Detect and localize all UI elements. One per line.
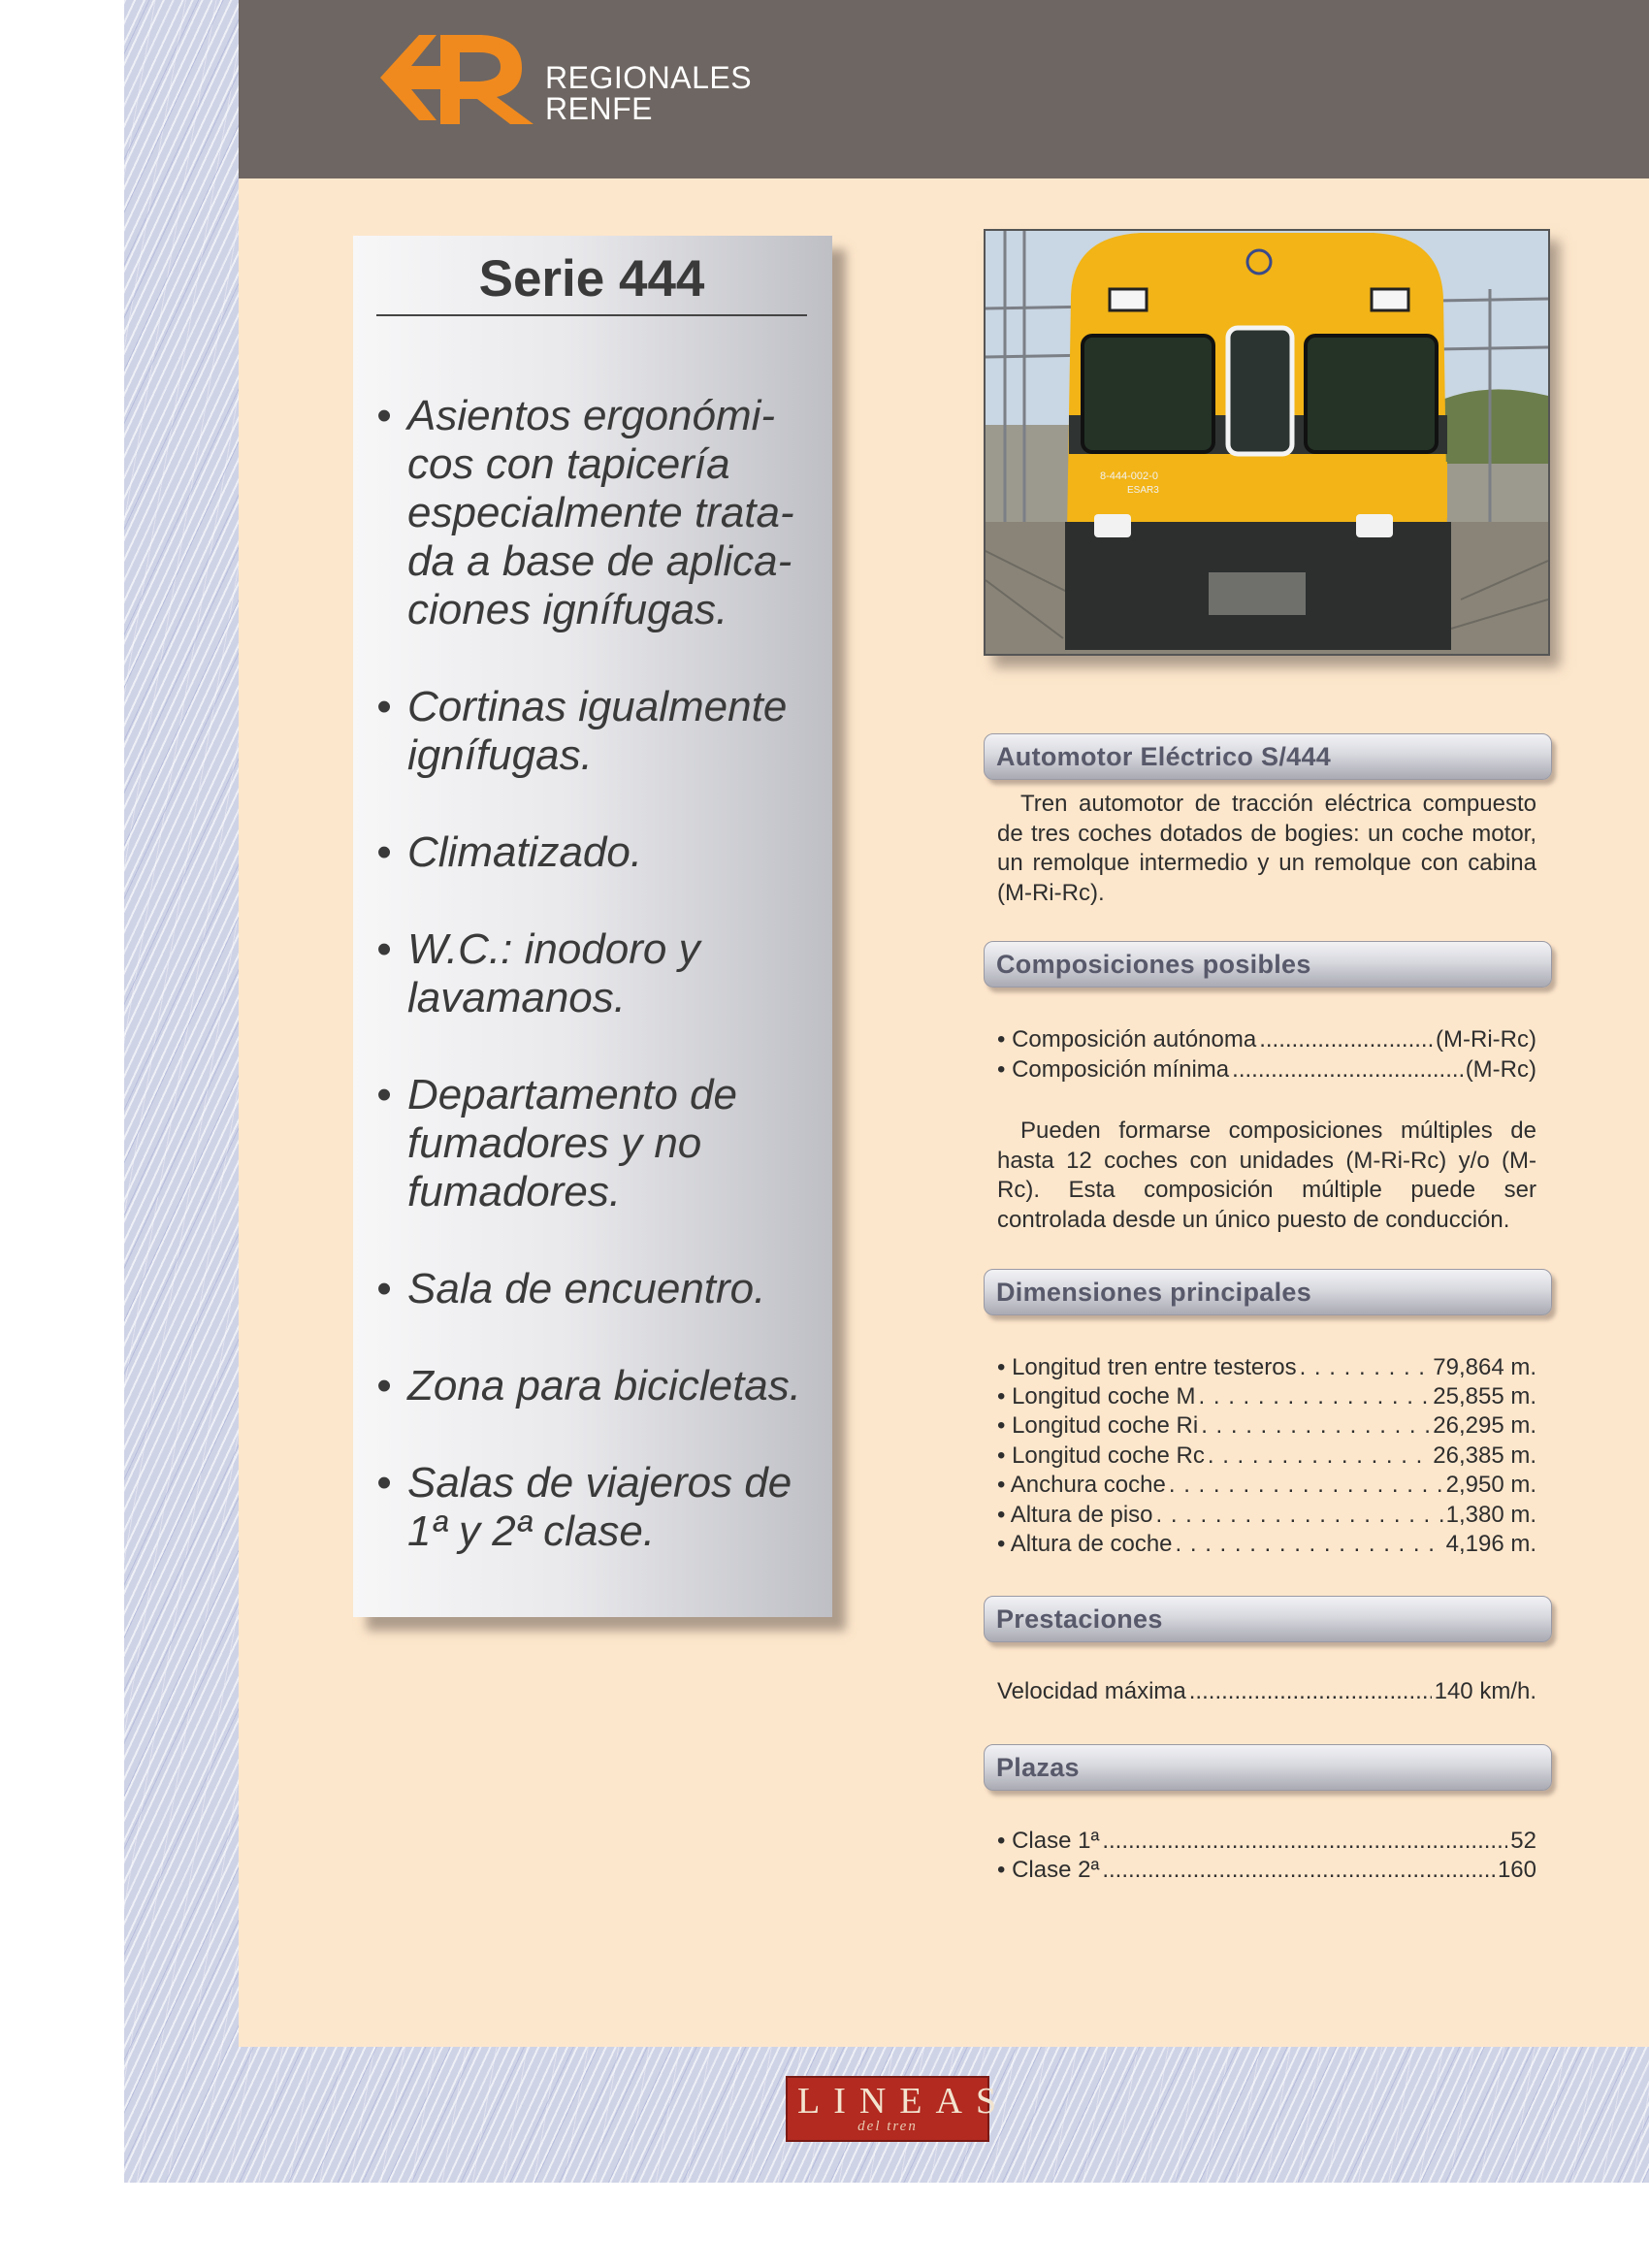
- title-underline: [376, 314, 807, 316]
- brand-line-1: REGIONALES: [545, 60, 753, 95]
- spec-value: 160: [1497, 1857, 1536, 1883]
- section-header-dimensiones: [984, 1269, 1552, 1315]
- spec-row: [997, 1678, 1536, 1707]
- feature-item: • Asientos ergonómi- cos con tapicería especialmente trata- da a base de aplica- ciones ignífugas.: [376, 392, 794, 633]
- feature-text: Departamento de fumadores y no fumadores.: [407, 1071, 737, 1215]
- unit-number-line-1: 8-444-002-0: [1100, 470, 1158, 482]
- feature-item: • W.C.: inodoro y lavamanos.: [376, 925, 700, 1021]
- feature-text: Cortinas igualmente ignífugas.: [407, 683, 788, 779]
- spec-label: • Clase 1ª: [997, 1828, 1100, 1854]
- feature-item: • Salas de viajeros de 1ª y 2ª clase.: [376, 1459, 792, 1555]
- spec-value: 26,295 m.: [1433, 1412, 1536, 1439]
- section-title: Automotor Eléctrico S/444: [996, 742, 1332, 771]
- lineas-logo-text: LINEAS: [797, 2081, 1011, 2122]
- spec-label: • Anchura coche: [997, 1472, 1166, 1498]
- feature-item: • Zona para bicicletas.: [376, 1362, 801, 1409]
- section-header-plazas: [984, 1744, 1552, 1791]
- spec-value: 140 km/h.: [1434, 1678, 1536, 1704]
- spec-row: [997, 1857, 1536, 1886]
- feature-item: • Climatizado.: [376, 828, 643, 876]
- feature-text: Sala de encuentro.: [407, 1265, 766, 1312]
- automotor-description: Tren automotor de tracción eléctrica compuesto de tres coches dotados de bogies: un coche motor, un remolque intermedio y un remolque con cabina (M-Ri-Rc).: [997, 791, 1536, 906]
- train-photo: [984, 229, 1550, 656]
- train-front-illustration: [986, 231, 1548, 654]
- feature-item: • Departamento de fumadores y no fumadores.: [376, 1071, 737, 1215]
- feature-item: • Cortinas igualmente ignífugas.: [376, 683, 788, 779]
- renfe-regionales-logo: [376, 27, 539, 128]
- spec-value: 2,950 m.: [1445, 1472, 1536, 1498]
- feature-list: [376, 392, 823, 1604]
- brand-name: [545, 62, 752, 124]
- spec-value: 26,385 m.: [1433, 1442, 1536, 1469]
- spec-label: • Composición autónoma: [997, 1026, 1257, 1053]
- spec-row: [997, 1412, 1536, 1442]
- spec-value: (M-Rc): [1465, 1056, 1536, 1083]
- spec-label: Velocidad máxima: [997, 1678, 1186, 1704]
- feature-item: • Sala de encuentro.: [376, 1265, 766, 1312]
- section-title: Plazas: [996, 1753, 1080, 1782]
- spec-row: [997, 1472, 1536, 1501]
- spec-row: [997, 1383, 1536, 1412]
- section-title: Composiciones posibles: [996, 950, 1311, 979]
- spec-row: [997, 1026, 1536, 1055]
- lineas-del-tren-logo: [786, 2076, 1011, 2142]
- spec-label: • Longitud coche Ri: [997, 1412, 1199, 1439]
- section-title: Prestaciones: [996, 1604, 1163, 1634]
- spec-value: 52: [1510, 1828, 1536, 1854]
- feature-text: Zona para bicicletas.: [407, 1362, 801, 1409]
- series-title: Serie 444: [478, 250, 705, 308]
- spec-row: [997, 1442, 1536, 1472]
- section-header-composiciones: [984, 941, 1552, 988]
- section-title: Dimensiones principales: [996, 1278, 1312, 1307]
- spec-value: 1,380 m.: [1445, 1502, 1536, 1528]
- spec-label: • Altura de piso: [997, 1502, 1153, 1528]
- feature-text: Asientos ergonómi- cos con tapicería especialmente trata- da a base de aplica- ciones ignífugas.: [407, 392, 794, 633]
- feature-text: W.C.: inodoro y lavamanos.: [407, 925, 700, 1021]
- feature-text: Salas de viajeros de 1ª y 2ª clase.: [407, 1459, 792, 1555]
- lineas-logo-subtext: del tren: [857, 2119, 918, 2134]
- spec-label: • Longitud coche Rc: [997, 1442, 1205, 1469]
- composiciones-description: Pueden formarse composiciones múltiples de hasta 12 coches con unidades (M-Ri-Rc) y/o (M-Rc). Esta composición múltiple puede ser controlada desde un único puesto de conducción.: [997, 1118, 1536, 1233]
- spec-label: • Composición mínima: [997, 1056, 1230, 1083]
- spec-row: [997, 1828, 1536, 1857]
- spec-value: 4,196 m.: [1445, 1531, 1536, 1557]
- unit-number-line-2: ESAR3: [1127, 485, 1159, 496]
- spec-label: • Longitud coche M: [997, 1383, 1196, 1409]
- spec-row: [997, 1354, 1536, 1383]
- feature-text: Climatizado.: [407, 828, 643, 876]
- spec-label: • Altura de coche: [997, 1531, 1173, 1557]
- spec-row: [997, 1531, 1536, 1560]
- section-header-prestaciones: [984, 1596, 1552, 1642]
- section-header-automotor: [984, 733, 1552, 780]
- brand-line-2: RENFE: [545, 91, 653, 126]
- spec-value: (M-Ri-Rc): [1436, 1026, 1536, 1053]
- spec-value: 25,855 m.: [1433, 1383, 1536, 1409]
- spec-value: 79,864 m.: [1433, 1354, 1536, 1380]
- spec-row: [997, 1056, 1536, 1085]
- spec-label: • Clase 2ª: [997, 1857, 1100, 1883]
- spec-label: • Longitud tren entre testeros: [997, 1354, 1297, 1380]
- spec-row: [997, 1502, 1536, 1531]
